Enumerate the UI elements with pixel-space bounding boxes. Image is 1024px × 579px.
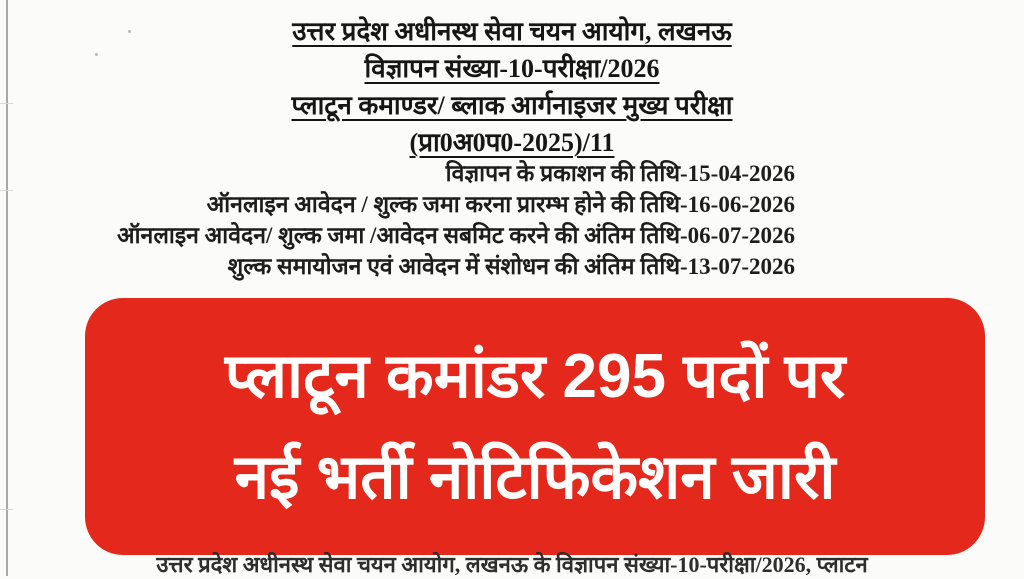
application-start-date-line: ऑनलाइन आवेदन / शुल्क जमा करना प्रारम्भ होने की तिथि-16-06-2026 <box>206 192 795 217</box>
notice-body-snippet: उत्तर प्रदेश अधीनस्थ सेवा चयन आयोग, लखनऊ के विज्ञापन संख्या-10-परीक्षा/2026, प्लाटन <box>156 552 868 577</box>
important-dates <box>117 158 795 282</box>
org-name: उत्तर प्रदेश अधीनस्थ सेवा चयन आयोग, लखनऊ <box>292 17 732 46</box>
banner-title-line-1: प्लाटून कमांडर 295 पदों पर <box>224 341 846 411</box>
scan-tick <box>0 190 13 191</box>
header-line <box>0 13 1024 50</box>
publication-date-line: विज्ञापन के प्रकाशन की तिथि-15-04-2026 <box>445 161 795 186</box>
exam-name: प्लाटून कमाण्डर/ ब्लाक आर्गनाइजर मुख्य परीक्षा <box>291 91 733 120</box>
application-last-date-line: ऑनलाइन आवेदन/ शुल्क जमा /आवेदन सबमिट करने की अंतिम तिथि-06-07-2026 <box>117 223 795 248</box>
header-line <box>0 124 1024 161</box>
header-line <box>0 50 1024 87</box>
header-line <box>0 87 1024 124</box>
scan-tick <box>0 509 13 510</box>
notice-header <box>0 13 1024 161</box>
correction-last-date-line: शुल्क समायोजन एवं आवेदन में संशोधन की अंतिम तिथि-13-07-2026 <box>227 254 795 279</box>
advertisement-number: विज्ञापन संख्या-10-परीक्षा/2026 <box>364 54 660 83</box>
banner-title-line-2: नई भर्ती नोटिफिकेशन जारी <box>234 442 836 512</box>
exam-reference: (प्रा0अ0प0-2025)/11 <box>409 128 615 157</box>
highlight-banner <box>85 298 985 555</box>
